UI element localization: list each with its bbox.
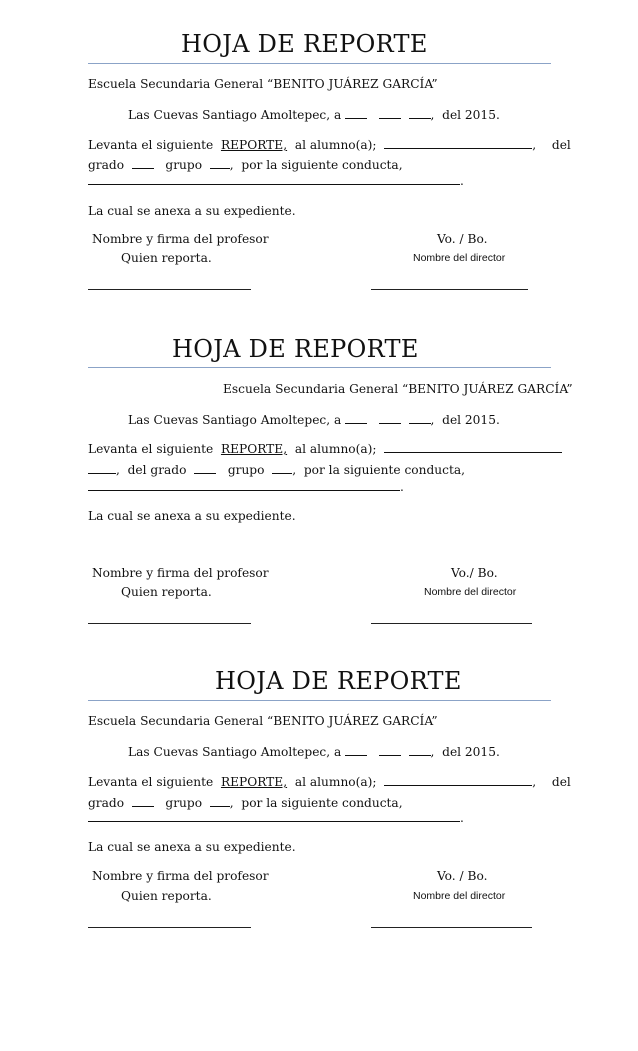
quien-reporta-label: Quien reporta. [121, 585, 212, 599]
director-label: Nombre del director [413, 890, 506, 902]
grupo-text: grupo [165, 158, 203, 172]
grupo-text: grupo [165, 796, 203, 810]
vobo-label: Vo. / Bo. [437, 232, 488, 246]
director-signature-line[interactable] [371, 927, 532, 928]
school-line: Escuela Secundaria General “BENITO JUÁREZ GARCÍA” [223, 382, 573, 396]
conduct-field[interactable] [88, 810, 460, 822]
student-name-field[interactable] [384, 441, 562, 453]
student-name-field[interactable] [384, 137, 532, 149]
extra-field[interactable] [409, 744, 431, 756]
alumno-text: al alumno(a); [294, 442, 377, 456]
anexa-line: La cual se anexa a su expediente. [88, 509, 296, 523]
levanta-line: Levanta el siguiente REPORTE, al alumno(a); , del [88, 775, 571, 789]
director-label: Nombre del director [413, 252, 506, 264]
grado-line: , del grado grupo , por la siguiente conducta, [88, 462, 465, 477]
month-field[interactable] [379, 412, 401, 424]
conducta-text: por la siguiente conducta, [241, 158, 403, 172]
day-field[interactable] [345, 744, 367, 756]
place-text: Las Cuevas Santiago Amoltepec, a [128, 108, 342, 122]
teacher-signature-line[interactable] [88, 623, 251, 624]
report-title: HOJA DE REPORTE [172, 335, 419, 363]
report-title: HOJA DE REPORTE [181, 30, 428, 58]
anexa-line: La cual se anexa a su expediente. [88, 204, 296, 218]
vobo-label: Vo. / Bo. [437, 869, 488, 883]
director-signature-line[interactable] [371, 289, 528, 290]
year-text: del 2015. [442, 413, 500, 427]
report-title: HOJA DE REPORTE [215, 667, 462, 695]
school-line: Escuela Secundaria General “BENITO JUÁREZ GARCÍA” [88, 714, 438, 728]
teacher-signature-line[interactable] [88, 289, 251, 290]
grade-field[interactable] [194, 462, 216, 474]
place-date-line: Las Cuevas Santiago Amoltepec, a , del 2015. [128, 745, 500, 759]
title-divider [88, 700, 551, 701]
place-date-line: Las Cuevas Santiago Amoltepec, a , del 2015. [128, 413, 500, 427]
school-line: Escuela Secundaria General “BENITO JUÁREZ GARCÍA” [88, 77, 438, 91]
group-field[interactable] [210, 795, 230, 807]
reporte-word: REPORTE, [220, 775, 288, 789]
conducta-text: por la siguiente conducta, [303, 463, 465, 477]
reporte-word: REPORTE, [220, 442, 288, 456]
conduct-field-line: . [88, 173, 464, 188]
del-text: del [551, 775, 571, 789]
place-text: Las Cuevas Santiago Amoltepec, a [128, 745, 342, 759]
title-divider [88, 63, 551, 64]
grado-line: grado grupo , por la siguiente conducta, [88, 796, 403, 810]
quien-reporta-label: Quien reporta. [121, 889, 212, 903]
grupo-text: grupo [227, 463, 265, 477]
reporte-word: REPORTE, [220, 138, 288, 152]
grade-field[interactable] [132, 157, 154, 169]
place-date-line: Las Cuevas Santiago Amoltepec, a , del 2015. [128, 108, 500, 122]
alumno-text: al alumno(a); [294, 775, 377, 789]
director-label: Nombre del director [424, 586, 517, 598]
conduct-field-line: . [88, 810, 464, 825]
extra-field[interactable] [409, 107, 431, 119]
del-text: del [551, 138, 571, 152]
day-field[interactable] [345, 412, 367, 424]
student-name-field[interactable] [384, 774, 532, 786]
anexa-line: La cual se anexa a su expediente. [88, 840, 296, 854]
director-signature-line[interactable] [371, 623, 532, 624]
title-divider [88, 367, 551, 368]
teacher-signature-label: Nombre y firma del profesor [92, 566, 269, 580]
grade-field[interactable] [132, 795, 154, 807]
alumno-text: al alumno(a); [294, 138, 377, 152]
conducta-text: por la siguiente conducta, [241, 796, 403, 810]
grado-text: grado [88, 796, 125, 810]
teacher-signature-line[interactable] [88, 927, 251, 928]
levanta-text: Levanta el siguiente [88, 138, 214, 152]
conduct-field-line: . [88, 479, 404, 494]
year-text: del 2015. [442, 745, 500, 759]
levanta-line [88, 441, 562, 456]
del-grado-text: del grado [127, 463, 187, 477]
group-field[interactable] [210, 157, 230, 169]
group-field[interactable] [272, 462, 292, 474]
quien-reporta-label: Quien reporta. [121, 251, 212, 265]
extra-field[interactable] [409, 412, 431, 424]
levanta-text: Levanta el siguiente [88, 442, 214, 456]
day-field[interactable] [345, 107, 367, 119]
grado-line: grado grupo , por la siguiente conducta, [88, 158, 403, 172]
year-text: del 2015. [442, 108, 500, 122]
teacher-signature-label: Nombre y firma del profesor [92, 232, 269, 246]
month-field[interactable] [379, 744, 401, 756]
conduct-field[interactable] [88, 173, 460, 185]
vobo-label: Vo./ Bo. [451, 566, 498, 580]
grado-text: grado [88, 158, 125, 172]
place-text: Las Cuevas Santiago Amoltepec, a [128, 413, 342, 427]
teacher-signature-label: Nombre y firma del profesor [92, 869, 269, 883]
conduct-field[interactable] [88, 479, 400, 491]
month-field[interactable] [379, 107, 401, 119]
levanta-text: Levanta el siguiente [88, 775, 214, 789]
levanta-line: Levanta el siguiente REPORTE, al alumno(a); , del [88, 138, 571, 152]
student-name-field-cont[interactable] [88, 462, 116, 474]
